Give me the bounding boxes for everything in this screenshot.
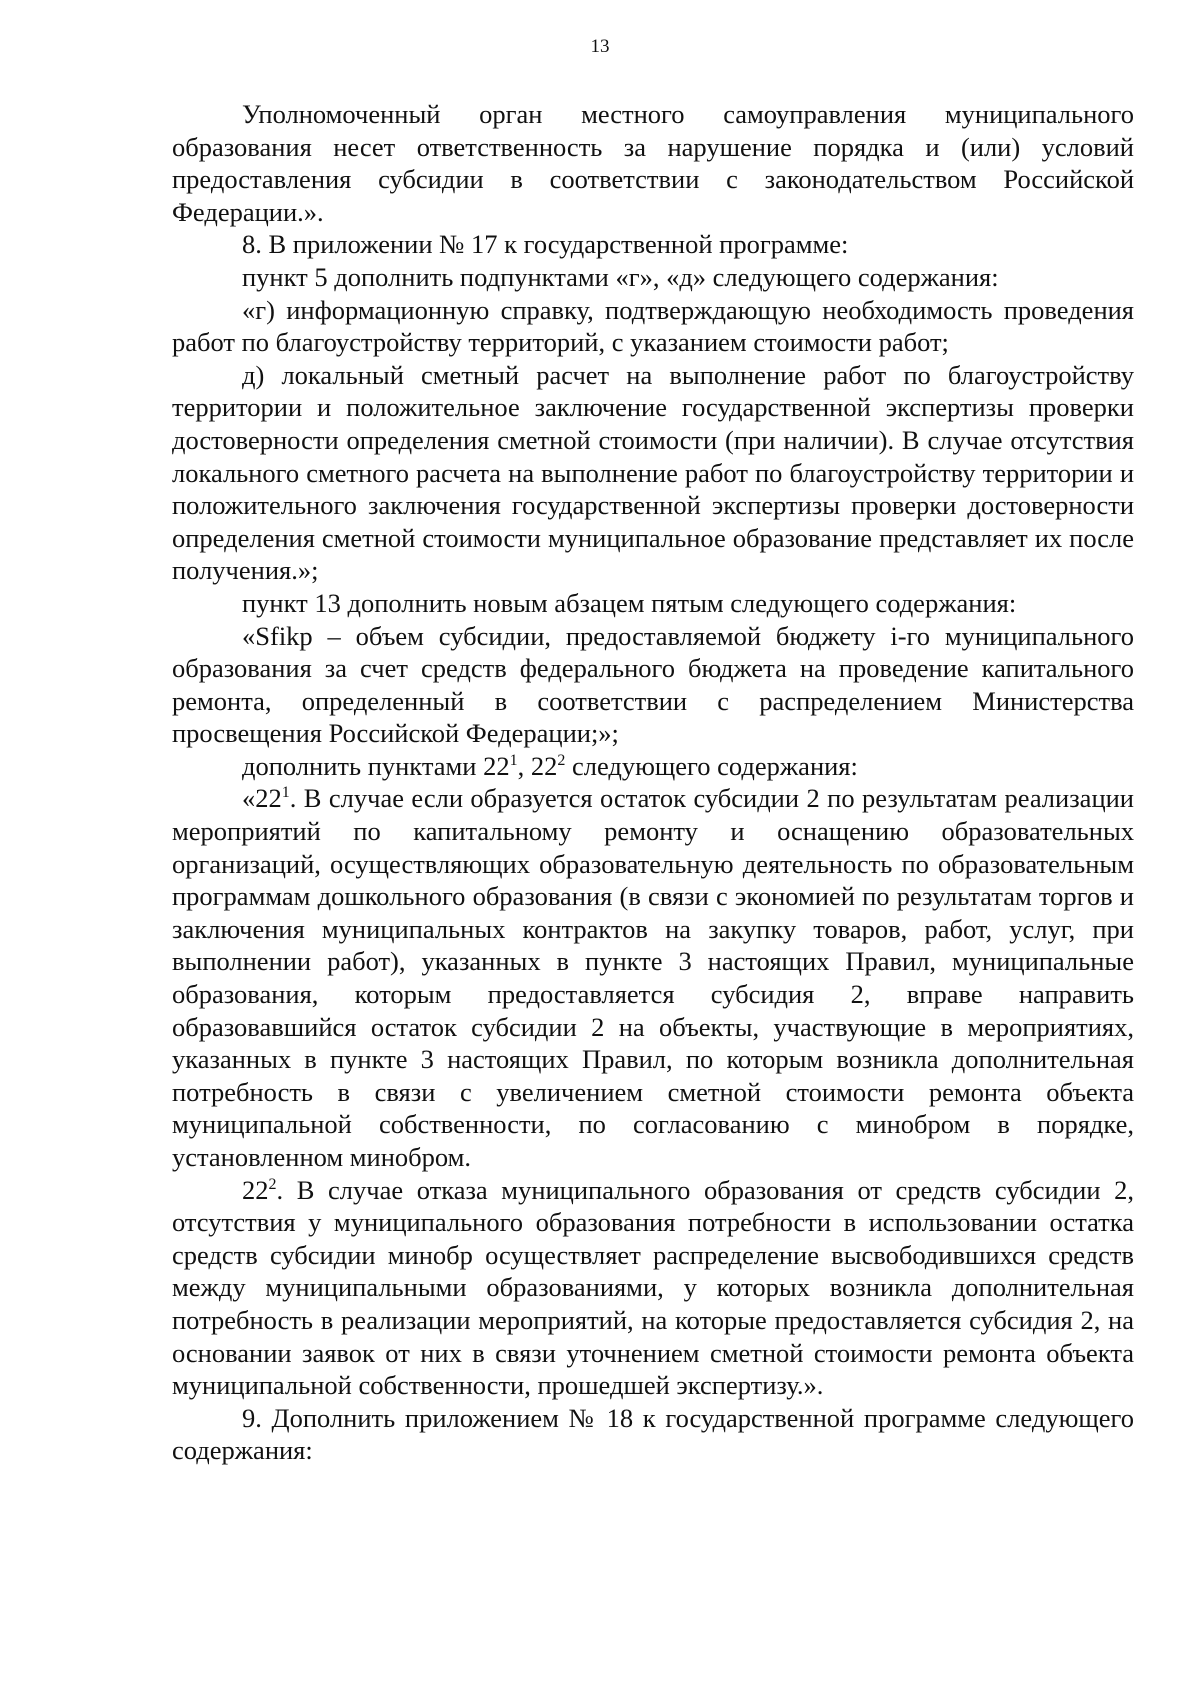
p10-before: 22 xyxy=(242,1174,269,1205)
p9-sup: 1 xyxy=(281,784,290,802)
paragraph-point-22-2 xyxy=(172,1174,1134,1402)
p9-before: «22 xyxy=(242,783,282,814)
paragraph-add-points-22 xyxy=(172,750,1134,783)
paragraph-item-9: 9. Дополнить приложением № 18 к государственной программе следующего содержания: xyxy=(172,1402,1134,1466)
paragraph-item-8: 8. В приложении № 17 к государственной программе: xyxy=(242,229,849,260)
p10-after: . В случае отказа муниципального образования от средств субсидии 2, отсутствия у муниципального образования потребности в использовании остатка средств субсидии минобр осуществляет распределение высвободившихся средств между муниципальными образованиями, у которых возникла дополнительная потребность в реализации мероприятий, на которые предоставляется субсидия 2, на основании заявок от них в связи уточнением сметной стоимости ремонта объекта муниципальной собственности, прошедшей экспертизу.». xyxy=(172,1174,1134,1401)
paragraph-point-13: пункт 13 дополнить новым абзацем пятым следующего содержания: xyxy=(242,587,1017,618)
p10-sup: 2 xyxy=(268,1175,277,1193)
document-body xyxy=(172,98,1134,1467)
p8-sup2: 2 xyxy=(557,752,566,770)
p8-after: следующего содержания: xyxy=(565,750,858,781)
paragraph-subpoint-g: «г) информационную справку, подтверждающую необходимость проведения работ по благоустройству территорий, с указанием стоимости работ; xyxy=(172,294,1134,358)
p9-after: . В случае если образуется остаток субсидии 2 по результатам реализации мероприятий по капитальному ремонту и оснащению образовательных организаций, осуществляющих образовательную деятельность по образовательным программам дошкольного образования (в связи с экономией по результатам торгов и заключения муниципальных контрактов на закупку товаров, работ, услуг, при выполнении работ), указанных в пункте 3 настоящих Правил, муниципальные образования, которым предоставляется субсидия 2, вправе направить образовавшийся остаток субсидии 2 на объекты, участвующие в мероприятиях, указанных в пункте 3 настоящих Правил, по которым возникла дополнительная потребность в связи с увеличением сметной стоимости ремонта объекта муниципальной собственности, по согласованию с минобром в порядке, установленном минобром. xyxy=(172,783,1134,1172)
paragraph-point-22-1 xyxy=(172,782,1134,1173)
p8-sup1: 1 xyxy=(509,752,518,770)
paragraph-subpoint-d: д) локальный сметный расчет на выполнение работ по благоустройству территории и положительное заключение государственной экспертизы проверки достоверности определения сметной стоимости (при наличии). В случае отсутствия локального сметного расчета на выполнение работ по благоустройству территории и положительного заключения государственной экспертизы проверки достоверности определения сметной стоимости муниципальное образование представляет их после получения.»; xyxy=(172,359,1134,586)
paragraph-responsibility: Уполномоченный орган местного самоуправления муниципального образования несет ответственность за нарушение порядка и (или) условий предоставления субсидии в соответствии с законодательством Российской Федерации.». xyxy=(172,99,1134,227)
p8-before: дополнить пунктами 22 xyxy=(242,750,510,781)
p8-middle: , 22 xyxy=(517,750,558,781)
paragraph-sfikp-definition: «Sfikp – объем субсидии, предоставляемой бюджету i-го муниципального образования за счет средств федерального бюджета на проведение капитального ремонта, определенный в соответствии с распределением Министерства просвещения Российской Федерации;»; xyxy=(172,620,1134,749)
page-number: 13 xyxy=(590,36,610,57)
paragraph-point-5: пункт 5 дополнить подпунктами «г», «д» следующего содержания: xyxy=(242,261,999,292)
